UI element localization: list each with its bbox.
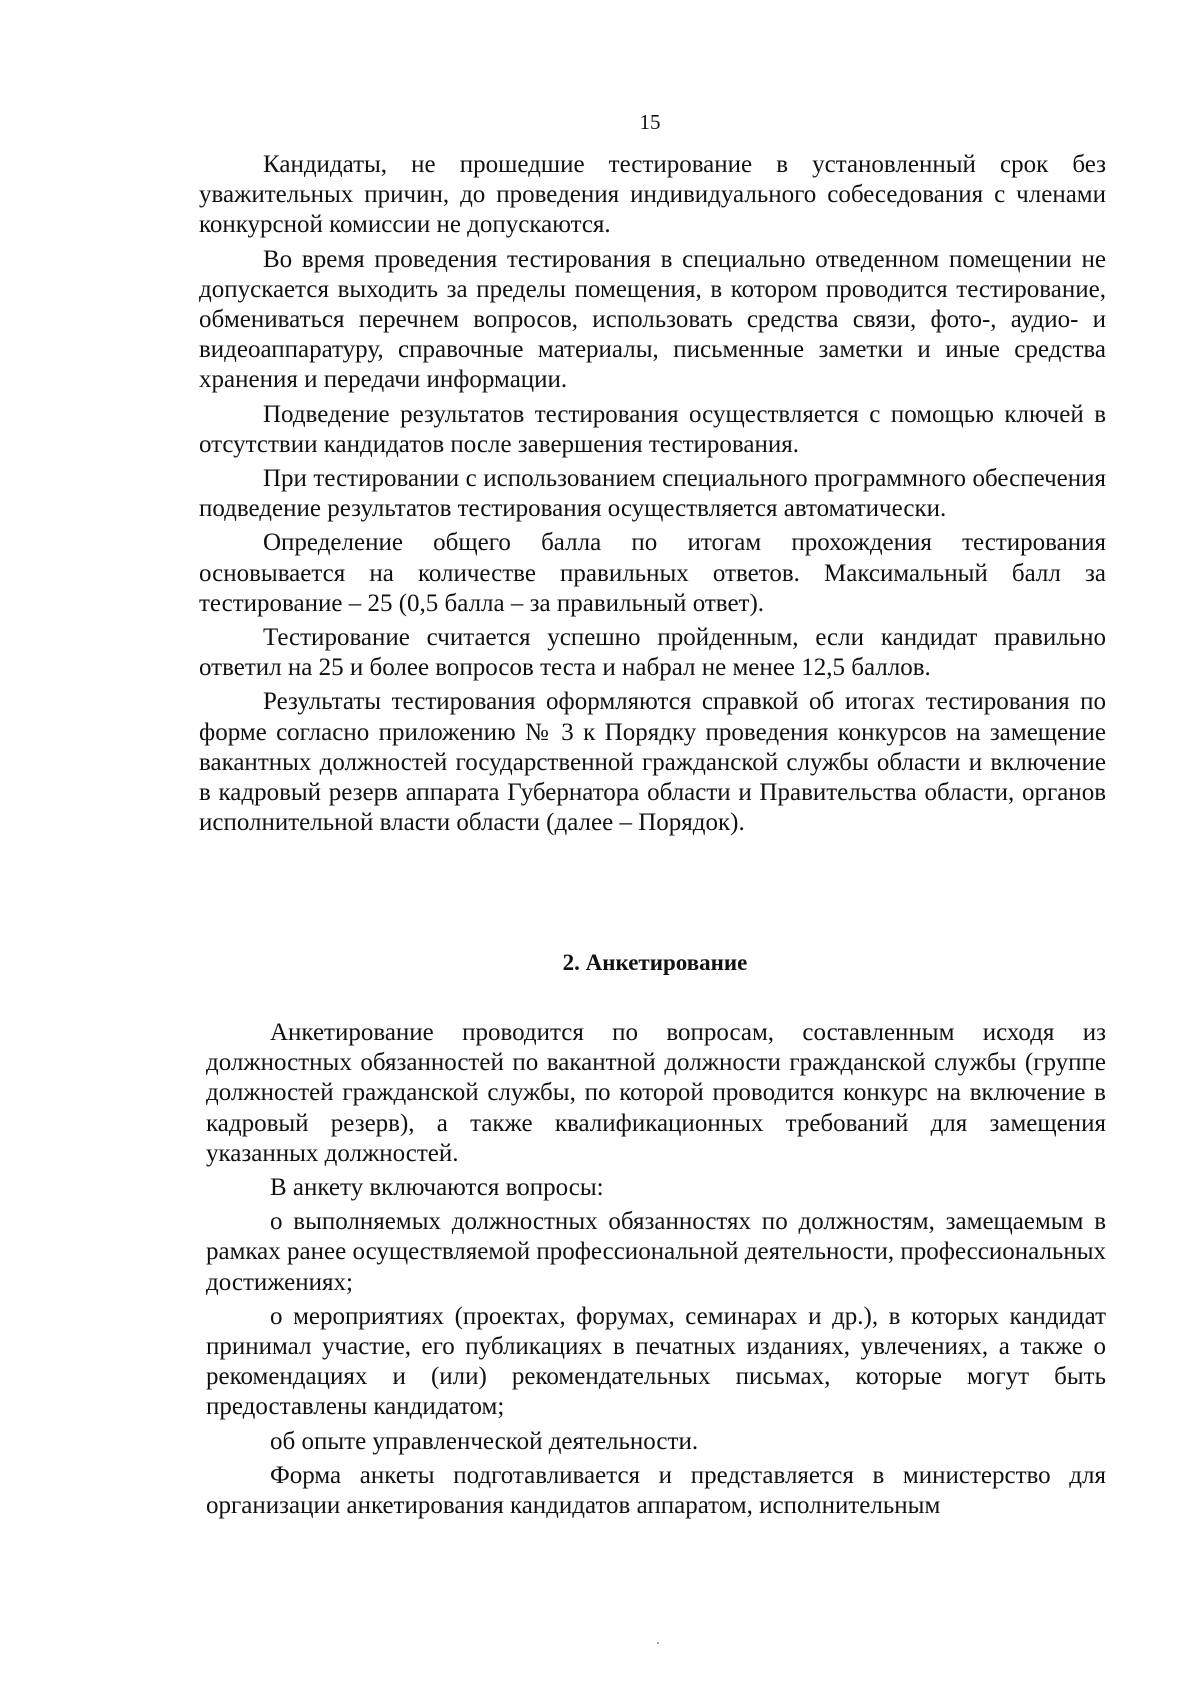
scan-speck xyxy=(657,1642,659,1644)
paragraph-questions-intro: В анкету включаются вопросы: xyxy=(270,1174,604,1202)
section-2-heading: 2. Анкетирование xyxy=(562,950,748,975)
list-item-management-experience: об опыте управленческой деятельности. xyxy=(270,1427,699,1455)
paragraph-results-summary: Подведение результатов тестирования осуществляется с помощью ключей в отсутствии кандидатов после завершения тестирования. xyxy=(199,400,1106,458)
section-1-body xyxy=(199,150,1106,838)
paragraph-candidates-not-admitted: Кандидаты, не прошедшие тестирование в установленный срок без уважительных причин, до проведения индивидуального собеседования с членами конкурсной комиссии не допускаются. xyxy=(199,151,1106,239)
page-number: 15 xyxy=(639,110,661,134)
list-item-duties: о выполняемых должностных обязанностях по должностям, замещаемым в рамках ранее осуществляемой профессиональной деятельности, профессиональных достижениях; xyxy=(206,1208,1106,1296)
section-2-body xyxy=(206,1018,1106,1521)
list-item-events: о мероприятиях (проектах, форумах, семинарах и др.), в которых кандидат принимал участие, его публикациях в печатных изданиях, увлечениях, а также о рекомендациях и (или) рекомендательных письмах, которые могут быть предоставлены кандидатом; xyxy=(206,1302,1106,1421)
paragraph-scoring: Определение общего балла по итогам прохождения тестирования основывается на количестве правильных ответов. Максимальный балл за тестирование – 25 (0,5 балла – за правильный ответ). xyxy=(199,529,1106,617)
paragraph-software-testing: При тестировании с использованием специального программного обеспечения подведение результатов тестирования осуществляется автоматически. xyxy=(199,465,1106,523)
paragraph-form-preparation: Форма анкеты подготавливается и представляется в министерство для организации анкетирования кандидатов аппаратом, исполнительным xyxy=(206,1461,1106,1520)
paragraph-results-certificate: Результаты тестирования оформляются справкой об итогах тестирования по форме согласно приложению № 3 к Порядку проведения конкурсов на замещение вакантных должностей государственной гражданской службы области и включение в кадровый резерв аппарата Губернатора области и Правительства области, органов исполнительной власти области (далее – Порядок). xyxy=(199,688,1106,837)
paragraph-questionnaire-basis: Анкетирование проводится по вопросам, составленным исходя из должностных обязанностей по вакантной должности гражданской службы (группе должностей гражданской службы, по которой проводится конкурс на включение в кадровый резерв), а также квалификационных требований для замещения указанных должностей. xyxy=(206,1019,1106,1167)
paragraph-pass-criteria: Тестирование считается успешно пройденным, если кандидат правильно ответил на 25 и более вопросов теста и набрал не менее 12,5 баллов. xyxy=(199,624,1106,682)
paragraph-testing-rules: Во время проведения тестирования в специально отведенном помещении не допускается выходить за пределы помещения, в котором проводится тестирование, обмениваться перечнем вопросов, использовать средства связи, фото-, аудио- и видеоаппаратуру, справочные материалы, письменные заметки и иные средства хранения и передачи информации. xyxy=(199,245,1106,394)
